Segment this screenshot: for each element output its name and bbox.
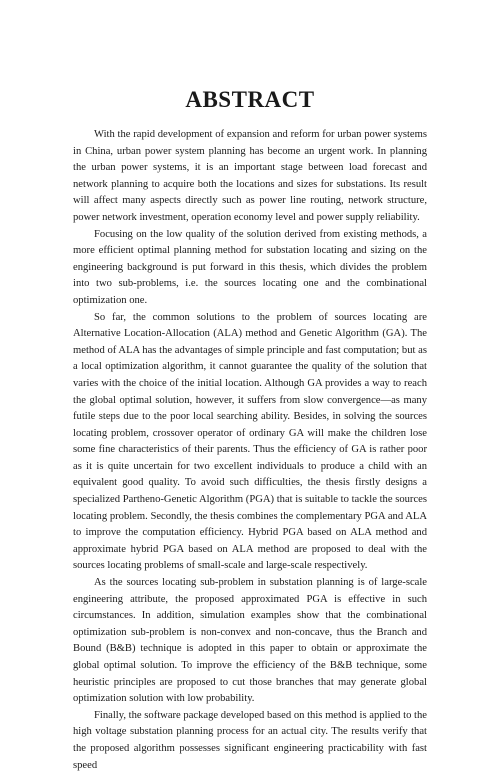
abstract-paragraph-5: Finally, the software package developed based on this method is applied to the high voltage substation planning process for an actual city. The results verify that the proposed algorithm possesses significant engineering practicability with fast speed [73, 709, 427, 771]
abstract-paragraph-4: As the sources locating sub-problem in substation planning is of large-scale engineering attribute, the proposed approximated PGA is effective in such circumstances. In addition, simulation examples show that the combinational optimization sub-problem is non-convex and non-concave, thus the Branch and Bound (B&B) technique is adopted in this paper to obtain or approximate the global optimal solution. To improve the efficiency of the B&B technique, some heuristic principles are proposed to cut those branches that may generate global optimization solution with low probability. [73, 577, 427, 705]
page-title: ABSTRACT [185, 87, 315, 112]
abstract-paragraph-3: So far, the common solutions to the problem of sources locating are Alternative Location-Allocation (ALA) method and Genetic Algorithm (GA). The method of ALA has the advantages of simple principle and fast computation; but as a local optimization algorithm, it cannot guarantee the quality of the solution that varies with the choice of the initial location. Although GA provides a way to reach the global optimal solution, however, it suffers from slow convergence—as many futile steps due to the poor local searching ability. Besides, in solving the sources locating problem, crossover operator of ordinary GA will make the children lose some fine characteristics of their parents. Thus the efficiency of GA is rather poor as it is quite uncertain for two excellent individuals to produce a child with an equivalent good quality. To avoid such difficulties, the thesis firstly designs a specialized Partheno-Genetic Algorithm (PGA) that is suitable to tackle the sources locating problem. Secondly, the thesis combines the complementary PGA and ALA to improve the computation efficiency. Hybrid PGA based on ALA method and approximate hybrid PGA based on ALA method are proposed to deal with the sources locating problems of small-scale and large-scale respectively. [73, 311, 427, 572]
abstract-body [73, 127, 427, 774]
abstract-paragraph-2: Focusing on the low quality of the solution derived from existing methods, a more efficient optimal planning method for substation locating and sizing on the engineering background is put forward in this thesis, which divides the problem into two sub-problems, i.e. the sources locating one and the combinational optimization one. [73, 228, 427, 306]
abstract-paragraph-1: With the rapid development of expansion and reform for urban power systems in China, urban power system planning has become an urgent work. In planning the urban power systems, it is an important stage between load forecast and network planning to acquire both the locations and sizes for substations. Its result will affect many aspects directly such as power line routing, network structure, power network investment, operation economy level and power supply reliability. [73, 129, 427, 223]
